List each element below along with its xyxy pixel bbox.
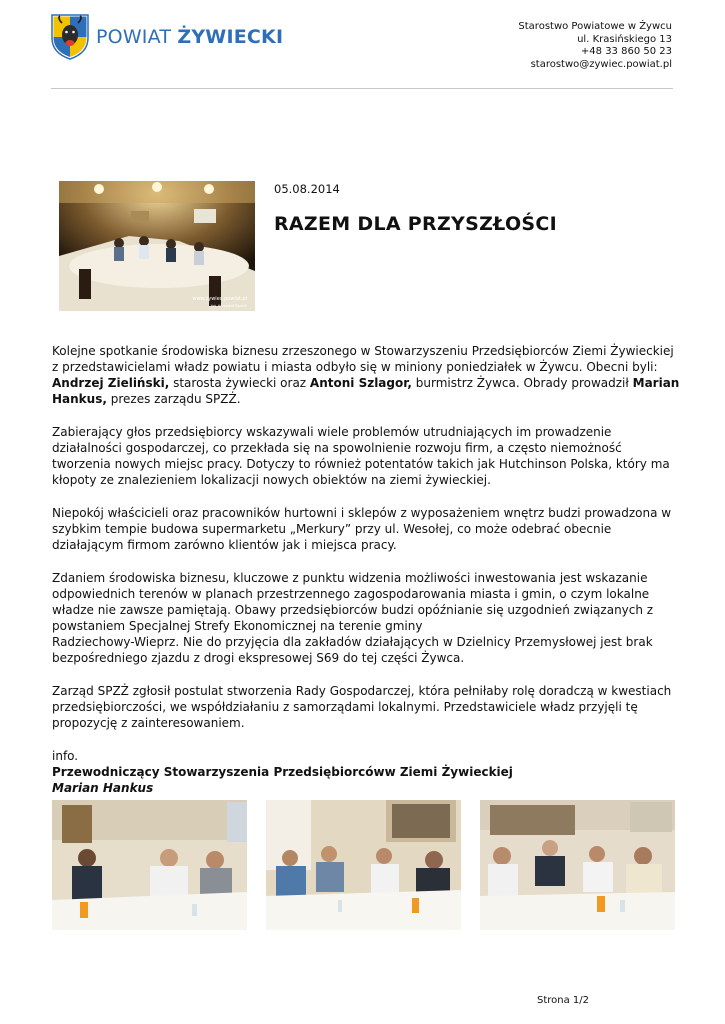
paragraph-3: Niepokój właścicieli oraz pracowników hurtowni i sklepów z wyposażeniem wnętrz budzi prowadzona w szybkim tempie budowa supermarketu „Merkury” przy ul. Wesołej, co może odebrać obecnie działającym firmom zarówno klientów jak i miejsca pracy. xyxy=(52,506,672,552)
article-title: RAZEM DLA PRZYSZŁOŚCI xyxy=(274,213,558,235)
info-block xyxy=(52,748,682,796)
page-number: Strona 1/2 xyxy=(537,995,590,1006)
article-date: 05.08.2014 xyxy=(274,182,340,196)
office-phone: +48 33 860 50 23 xyxy=(580,46,672,58)
coat-of-arms-icon xyxy=(51,14,89,60)
hero-meeting-photo xyxy=(59,181,255,311)
photo-gallery xyxy=(52,800,676,930)
paragraph-4: Zdaniem środowiska biznesu, kluczowe z punktu widzenia możliwości inwestowania jest wskazanie odpowiednich terenów w planach przestrzennego zagospodarowania miasta i gmin, o czym lokalne władze nie zawsze pamiętają. Obawy przedsiębiorców budzi opóźnianie się uzgodnień związanych z powstaniem Specjalnej Strefy Ekonomicznej na terenie gminy Radziechowy-Wieprz. Nie do przyjęcia dla zakładów działających w Dzielnicy Przemysłowej jest brak bezpośredniego zjazdu z drogi ekspresowej S69 do tej części Żywca. xyxy=(52,571,654,665)
office-email: starostwo@zywiec.powiat.pl xyxy=(530,59,672,71)
hero-photo-credit: fot. Krzysztof Bartoń xyxy=(211,304,247,308)
header-divider xyxy=(51,88,673,89)
paragraph-2: Zabierający głos przedsiębiorcy wskazywali wiele problemów utrudniających im prowadzenie działalności gospodarczej, co przekłada się na spowolnienie rozwoju firm, a często niemożność tworzenia nowych miejsc pracy. Dotyczy to również potentatów takich jak Hutchinson Polska, który ma kłopoty ze znalezieniem lokalizacji nowych obiektów na ziemi żywieckiej. xyxy=(52,425,670,487)
paragraph-1: Kolejne spotkanie środowiska biznesu zrzeszonego w Stowarzyszeniu Przedsiębiorców Ziemi Żywieckiej z przedstawicielami władz powiatu i miasta odbyło się w miniony poniedziałek w Żywcu. Obecni byli: Andrzej Zieliński, starosta żywiecki oraz Antoni Szlagor, burmistrz Żywca. Obrady prowadził Marian Hankus, prezes zarządu SPZŻ. xyxy=(52,344,680,406)
info-person: Marian Hankus xyxy=(52,781,154,795)
article-body xyxy=(52,343,682,796)
info-label: info. xyxy=(52,749,79,763)
hero-photo-caption: www.zywiec.powiat.pl xyxy=(192,296,247,302)
office-address: ul. Krasińskiego 13 xyxy=(577,33,672,45)
paragraph-5: Zarząd SPZŻ zgłosił postulat stworzenia Rady Gospodarczej, która pełniłaby rolę doradczą w kwestiach przedsiębiorczości, we współdziałaniu z samorządami lokalnymi. Przedstawiciele władz przyjęli tę propozycję z zainteresowaniem. xyxy=(52,684,672,730)
info-organization: Przewodniczący Stowarzyszenia Przedsiębiorcóww Ziemi Żywieckiej xyxy=(52,765,513,779)
gallery-photo-3 xyxy=(480,800,675,930)
logo-wordmark: POWIAT ŻYWIECKI xyxy=(96,26,284,48)
office-name: Starostwo Powiatowe w Żywcu xyxy=(518,21,672,32)
gallery-photo-2 xyxy=(266,800,461,930)
gallery-photo-1 xyxy=(52,800,247,930)
powiat-logo xyxy=(51,14,283,60)
contact-block xyxy=(518,21,672,72)
